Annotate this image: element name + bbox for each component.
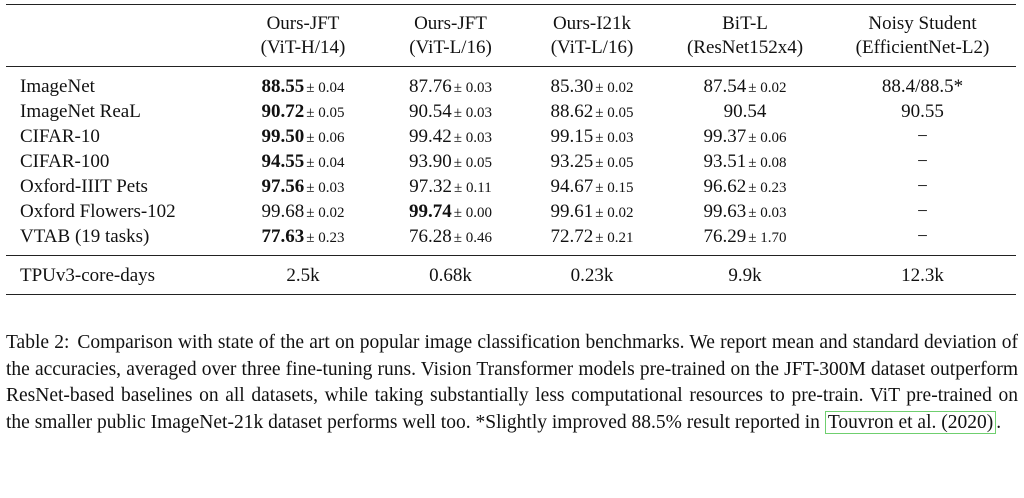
table-cell [228, 149, 378, 174]
mean-value: 72.72 [550, 226, 594, 247]
caption-text: Comparison with state of the art on popular image classification benchmarks. We report mean and standard deviation of the accuracies, averaged over three fine-tuning runs. Vision Transformer models pre-trained on the JFT-300M dataset outperform ResNet-based baselines on all datasets, while taking substantially less computational resources to pre-train. ViT pre-trained on the smaller public ImageNet-21k dataset performs well too. *Slightly improved 88.5% result reported in [6, 332, 1018, 433]
cost-cell: 9.9k [728, 264, 762, 286]
row-label: ImageNet [20, 76, 95, 97]
table-cell [228, 199, 378, 224]
column-name: BiT-L [722, 13, 768, 34]
table-cell [228, 99, 378, 124]
mean-value: 97.32 [409, 176, 453, 197]
best-value: 97.56 [261, 176, 305, 197]
mean-value: 76.28 [409, 226, 452, 247]
std-value: ± 0.05 [306, 105, 345, 121]
table-cell [228, 174, 378, 199]
table-cell [228, 124, 378, 149]
std-value: ± 0.08 [748, 155, 787, 171]
cost-cell: 12.3k [901, 264, 944, 286]
table-cell [523, 99, 661, 124]
table-cell [378, 149, 523, 174]
std-value: ± 0.04 [306, 80, 345, 96]
row-label: VTAB (19 tasks) [20, 226, 150, 247]
mean-value: 88.4/88.5* [881, 76, 964, 97]
std-value: ± 0.05 [595, 155, 634, 171]
std-value: ± 0.05 [453, 155, 492, 171]
mean-value: 93.25 [550, 151, 594, 172]
table-cell [829, 199, 1016, 224]
table-cell [829, 149, 1016, 174]
cost-cell: 0.23k [570, 264, 614, 286]
column-model: (ResNet152x4) [686, 37, 804, 58]
table-row [6, 99, 1016, 124]
column-model: (ViT-L/16) [550, 37, 634, 58]
std-value: ± 0.03 [595, 130, 634, 146]
std-value: ± 0.03 [453, 105, 492, 121]
std-value: ± 0.02 [595, 205, 634, 221]
results-table [6, 4, 1016, 295]
best-value: 94.55 [261, 151, 305, 172]
table-cell [228, 67, 378, 100]
mean-value: 90.55 [901, 101, 944, 122]
row-label: TPUv3-core-days [20, 264, 156, 286]
std-value: ± 0.03 [453, 130, 492, 146]
table-cell [523, 199, 661, 224]
best-value: 99.50 [261, 126, 305, 147]
table-cell [378, 124, 523, 149]
column-model: (ViT-H/14) [260, 37, 346, 58]
mean-value: − [917, 226, 928, 247]
best-value: 88.55 [261, 76, 305, 97]
table-header [6, 4, 1016, 67]
column-name: Ours-I21k [552, 13, 632, 34]
table-cell [829, 124, 1016, 149]
column-name: Ours-JFT [266, 13, 340, 34]
table-row [6, 149, 1016, 174]
row-label: CIFAR-10 [20, 126, 100, 147]
mean-value: 76.29 [703, 226, 747, 247]
mean-value: − [917, 201, 928, 222]
std-value: ± 0.00 [453, 205, 492, 221]
best-value: 90.72 [261, 101, 305, 122]
std-value: ± 1.70 [748, 230, 787, 246]
row-label: ImageNet ReaL [20, 101, 141, 122]
table-row [6, 124, 1016, 149]
table-cell [378, 199, 523, 224]
std-value: ± 0.15 [595, 180, 634, 196]
column-model: (ViT-L/16) [409, 37, 492, 58]
mean-value: 94.67 [550, 176, 594, 197]
table-cell [661, 149, 829, 174]
table-cell [523, 149, 661, 174]
table-cell [829, 99, 1016, 124]
std-value: ± 0.23 [306, 230, 345, 246]
table-row [6, 224, 1016, 256]
mean-value: − [917, 176, 928, 197]
mean-value: 93.51 [703, 151, 747, 172]
cost-section [6, 256, 1016, 295]
mean-value: 93.90 [409, 151, 452, 172]
mean-value: 96.62 [703, 176, 747, 197]
table-cell [523, 224, 661, 256]
column-header [523, 4, 661, 67]
table-cell [378, 99, 523, 124]
mean-value: 87.76 [409, 76, 452, 97]
table-row [6, 67, 1016, 100]
std-value: ± 0.23 [748, 180, 787, 196]
table-caption [6, 330, 1018, 436]
std-value: ± 0.06 [748, 130, 787, 146]
table-cell [378, 174, 523, 199]
mean-value: 90.54 [409, 101, 452, 122]
std-value: ± 0.02 [306, 205, 345, 221]
caption-label: Table 2: [6, 332, 70, 353]
column-name: Noisy Student [868, 13, 977, 34]
mean-value: 99.42 [409, 126, 452, 147]
table-cell [378, 224, 523, 256]
table-cell [661, 199, 829, 224]
best-value: 77.63 [261, 226, 305, 247]
std-value: ± 0.05 [595, 105, 634, 121]
std-value: ± 0.06 [306, 130, 345, 146]
citation-link[interactable]: Touvron et al. (2020) [825, 411, 996, 434]
table-cell [523, 67, 661, 100]
table-cell [523, 124, 661, 149]
column-model: (EfficientNet-L2) [855, 37, 990, 58]
mean-value: 87.54 [703, 76, 747, 97]
mean-value: 85.30 [550, 76, 594, 97]
best-value: 99.74 [409, 201, 452, 222]
std-value: ± 0.03 [748, 205, 787, 221]
std-value: ± 0.03 [453, 80, 492, 96]
std-value: ± 0.03 [306, 180, 345, 196]
std-value: ± 0.02 [748, 80, 787, 96]
mean-value: 99.15 [550, 126, 594, 147]
std-value: ± 0.11 [454, 180, 492, 196]
row-label: CIFAR-100 [20, 151, 110, 172]
column-header [378, 4, 523, 67]
caption-end: . [996, 411, 1002, 433]
table-body [6, 67, 1016, 256]
header-row-label [6, 4, 228, 67]
mean-value: 99.63 [703, 201, 747, 222]
table-cell [661, 67, 829, 100]
table-cell [661, 99, 829, 124]
std-value: ± 0.04 [306, 155, 345, 171]
table-cell [378, 67, 523, 100]
table-cell [829, 174, 1016, 199]
table-cell [661, 224, 829, 256]
table-row [6, 174, 1016, 199]
column-header [829, 4, 1016, 67]
table-cell [829, 67, 1016, 100]
mean-value: 99.68 [261, 201, 305, 222]
column-header [228, 4, 378, 67]
table-cell [661, 174, 829, 199]
row-label: Oxford-IIIT Pets [20, 176, 148, 197]
cost-cell: 2.5k [286, 264, 320, 286]
mean-value: − [917, 151, 928, 172]
table-cell [829, 224, 1016, 256]
column-header [661, 4, 829, 67]
mean-value: 99.61 [550, 201, 594, 222]
std-value: ± 0.46 [453, 230, 492, 246]
mean-value: − [917, 126, 928, 147]
table-cell [523, 174, 661, 199]
std-value: ± 0.02 [595, 80, 634, 96]
cost-cell: 0.68k [429, 264, 472, 286]
table-cell [228, 224, 378, 256]
mean-value: 99.37 [703, 126, 747, 147]
table-row [6, 199, 1016, 224]
mean-value: 88.62 [550, 101, 594, 122]
table-cell [661, 124, 829, 149]
mean-value: 90.54 [723, 101, 767, 122]
column-name: Ours-JFT [414, 13, 487, 34]
std-value: ± 0.21 [595, 230, 634, 246]
cost-row [6, 256, 1016, 295]
row-label: Oxford Flowers-102 [20, 201, 176, 222]
